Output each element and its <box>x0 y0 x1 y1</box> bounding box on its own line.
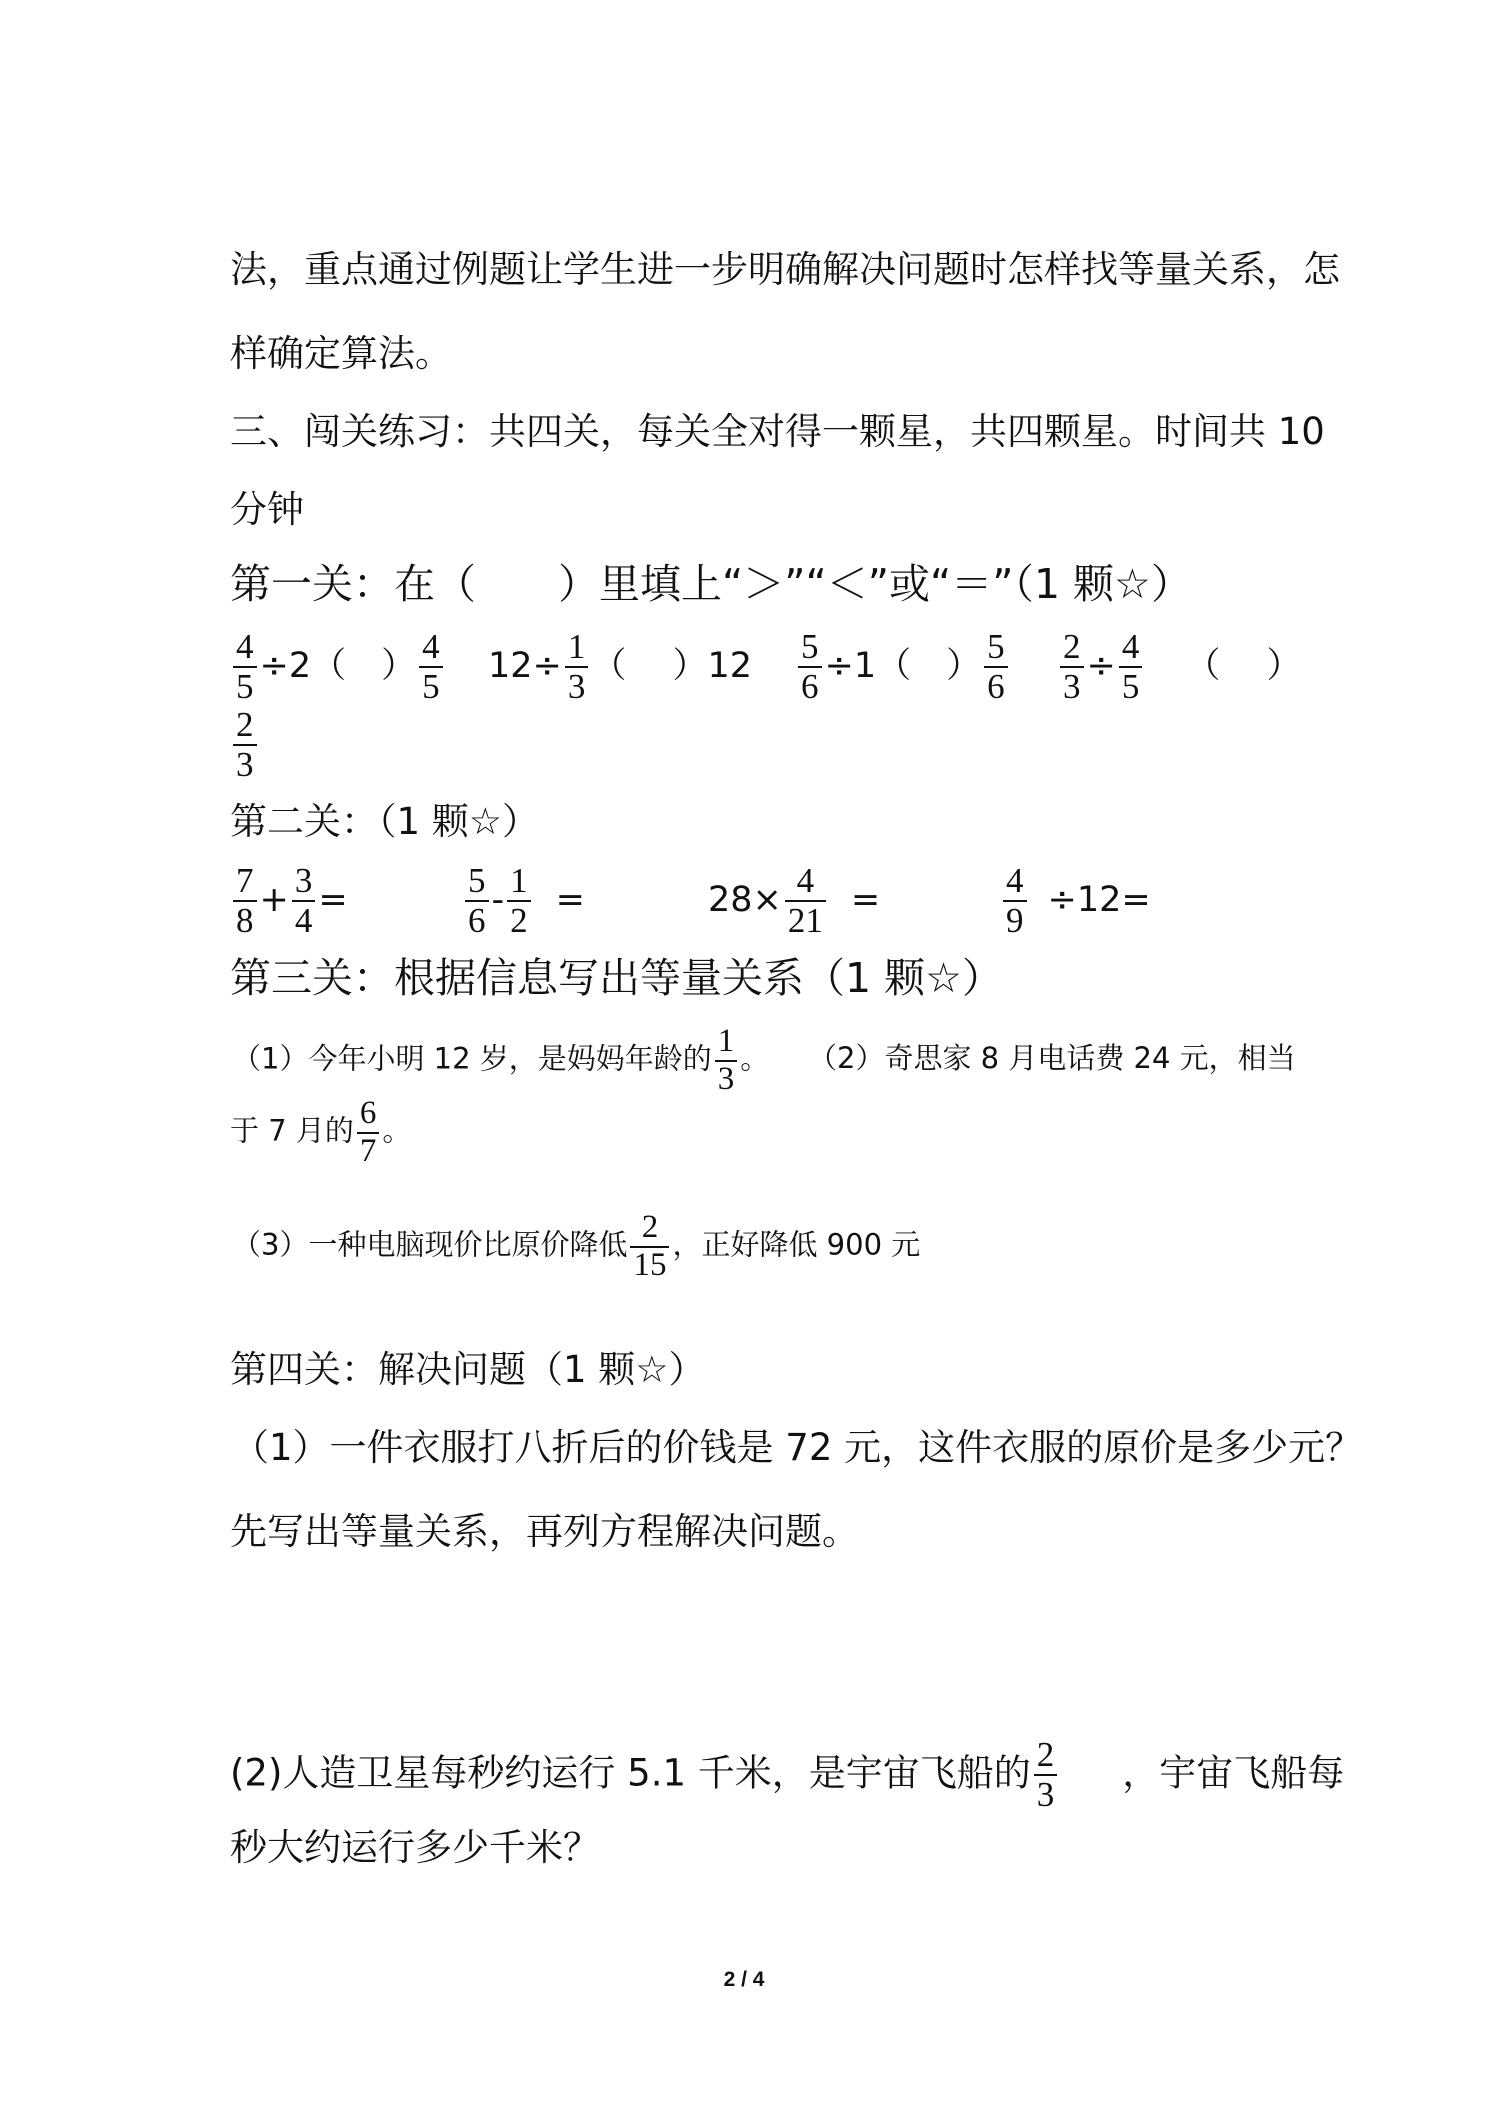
fraction: $\frac{6}{7}$ <box>357 1096 380 1169</box>
fraction: $\frac{1}{3}$ <box>715 1024 738 1097</box>
section3-line-2: 分钟 <box>230 488 304 531</box>
fraction: $\frac{4}{5}$ <box>419 628 443 706</box>
level3-item-1: （1）今年小明 12 岁，是妈妈年龄的 $\frac{1}{3}$ 。 <box>232 1023 770 1097</box>
fraction: $\frac{5}{6}$ <box>798 628 822 706</box>
fraction: $\frac{2}{3}$ <box>233 706 257 784</box>
level3-title: 第三关：根据信息写出等量关系（1 颗☆） <box>230 954 1003 1002</box>
level3-item-2-continued: 于 7 月的 $\frac{6}{7}$ 。 <box>230 1095 412 1169</box>
fraction: $\frac{7}{8}$ <box>233 862 257 940</box>
level1-question-4-continued <box>230 706 260 784</box>
section3-line-1: 三、闯关练习：共四关，每关全对得一颗星，共四颗星。时间共 10 <box>230 410 1325 453</box>
level3-item-2: （2）奇思家 8 月电话费 24 元，相当 <box>808 1041 1296 1075</box>
level1-question-2: 12÷ $\frac{1}{3}$ （ ）12 <box>488 627 753 706</box>
fraction: $\frac{5}{6}$ <box>465 862 489 940</box>
fraction: $\frac{4}{5}$ <box>1119 628 1143 706</box>
level3-item-3: （3）一种电脑现价比原价降低 $\frac{2}{15}$ ，正好降低 900 元 <box>232 1209 921 1283</box>
level2-question-4: $\frac{4}{9}$ ÷12= <box>1000 862 1151 940</box>
level1-question-3: $\frac{5}{6}$ ÷1（ ） $\frac{5}{6}$ <box>795 628 1011 706</box>
level4-title: 第四关：解决问题（1 颗☆） <box>230 1348 706 1391</box>
fraction: $\frac{2}{3}$ <box>1034 1736 1058 1814</box>
fraction: $\frac{2}{3}$ <box>1060 628 1084 706</box>
level4-question-1-line-2: 先写出等量关系，再列方程解决问题。 <box>230 1510 859 1553</box>
fraction: $\frac{1}{3}$ <box>565 628 589 706</box>
level4-question-2: (2)人造卫星每秒约运行 5.1 千米，是宇宙飞船的 $\frac{2}{3}$ ，宇宙飞船每 <box>230 1735 1345 1814</box>
level4-question-1-line-1: （1）一件衣服打八折后的价钱是 72 元，这件衣服的原价是多少元？ <box>232 1426 1363 1469</box>
page-number: 2 / 4 <box>723 1968 765 1991</box>
level4-question-2-line-2: 秒大约运行多少千米？ <box>230 1826 600 1869</box>
level1-question-1: $\frac{4}{5}$ ÷2（ ） $\frac{4}{5}$ <box>230 628 446 706</box>
fraction: $\frac{4}{5}$ <box>233 628 257 706</box>
fraction: $\frac{2}{15}$ <box>630 1210 669 1283</box>
fraction: $\frac{4}{9}$ <box>1003 862 1027 940</box>
level2-question-1: $\frac{7}{8}$ + $\frac{3}{4}$ = <box>230 862 348 940</box>
level1-title: 第一关：在（ ）里填上“＞”“＜”或“＝”（1 颗☆） <box>230 560 1192 608</box>
intro-line-2: 样确定算法。 <box>230 332 452 375</box>
level2-question-3: 28× $\frac{4}{21}$ = <box>708 861 881 940</box>
level1-question-4: $\frac{2}{3}$ ÷ $\frac{4}{5}$ （ ） <box>1057 628 1301 706</box>
fraction: $\frac{3}{4}$ <box>292 862 316 940</box>
fraction: $\frac{5}{6}$ <box>984 628 1008 706</box>
fraction: $\frac{4}{21}$ <box>785 862 826 940</box>
level2-title: 第二关：（1 颗☆） <box>230 800 539 843</box>
level2-question-2: $\frac{5}{6}$ - $\frac{1}{2}$ = <box>462 862 585 940</box>
fraction: $\frac{1}{2}$ <box>507 862 531 940</box>
intro-line-1: 法，重点通过例题让学生进一步明确解决问题时怎样找等量关系，怎 <box>230 248 1340 291</box>
